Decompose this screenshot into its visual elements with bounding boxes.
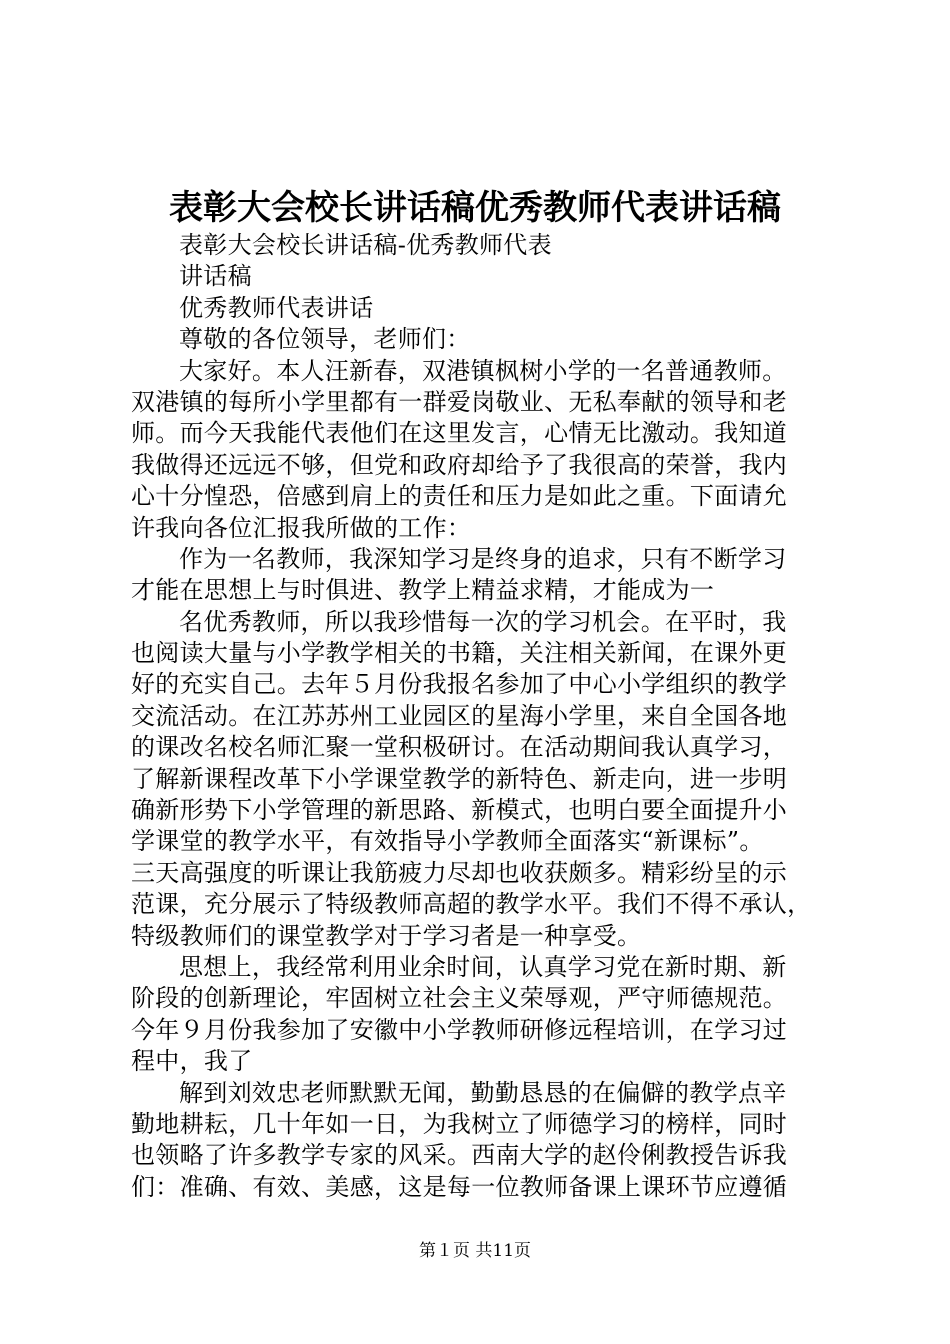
body-line: 交流活动。在江苏苏州工业园区的星海小学里，来自全国各地 xyxy=(131,701,788,730)
body-line: 们：准确、有效、美感，这是每一位教师备课上课环节应遵循 xyxy=(131,1172,788,1201)
body-line: 三天高强度的听课让我筋疲力尽却也收获颇多。精彩纷呈的示 xyxy=(131,858,788,887)
body-line: 名优秀教师，所以我珍惜每一次的学习机会。在平时，我 xyxy=(179,607,787,636)
body-line: 阶段的创新理论，牢固树立社会主义荣辱观，严守师德规范。 xyxy=(131,984,788,1013)
body-line: 我做得还远远不够，但党和政府却给予了我很高的荣誉，我内 xyxy=(131,450,788,479)
body-line: 心十分惶恐，倍感到肩上的责任和压力是如此之重。下面请允 xyxy=(131,482,788,511)
body-line: 才能在思想上与时俱进、教学上精益求精，才能成为一 xyxy=(131,576,715,605)
document-body xyxy=(131,230,831,1203)
body-line: 表彰大会校长讲话稿-优秀教师代表 xyxy=(179,231,552,259)
body-line: 讲话稿 xyxy=(179,262,252,291)
body-line: 师。而今天我能代表他们在这里发言，心情无比激动。我知道 xyxy=(131,419,788,448)
body-line: 尊敬的各位领导，老师们： xyxy=(179,325,471,354)
body-line: 作为一名教师，我深知学习是终身的追求，只有不断学习 xyxy=(179,544,787,573)
body-line: 解到刘效忠老师默默无闻，勤勤恳恳的在偏僻的教学点辛 xyxy=(179,1078,787,1107)
body-line: 思想上，我经常利用业余时间，认真学习党在新时期、新 xyxy=(179,952,787,981)
body-line: 大家好。本人汪新春，双港镇枫树小学的一名普通教师。 xyxy=(179,356,787,385)
body-line: 的课改名校名师汇聚一堂积极研讨。在活动期间我认真学习， xyxy=(131,733,788,762)
document-title: 表彰大会校长讲话稿优秀教师代表讲话稿 xyxy=(169,188,781,228)
body-line: 优秀教师代表讲话 xyxy=(179,293,374,322)
body-line: 程中，我了 xyxy=(131,1047,253,1076)
body-line: 也领略了许多教学专家的风采。西南大学的赵伶俐教授告诉我 xyxy=(131,1141,788,1170)
body-line: 了解新课程改革下小学课堂教学的新特色、新走向，进一步明 xyxy=(131,764,788,793)
body-line: 学课堂的教学水平，有效指导小学教师全面落实“新课标”。 xyxy=(131,827,764,856)
body-line: 许我向各位汇报我所做的工作： xyxy=(131,513,472,542)
body-line: 好的充实自己。去年５月份我报名参加了中心小学组织的教学 xyxy=(131,670,788,699)
page-number-footer: 第１页 共11页 xyxy=(418,1241,532,1261)
body-line: 特级教师们的课堂教学对于学习者是一种享受。 xyxy=(131,921,642,950)
body-line: 也阅读大量与小学教学相关的书籍，关注相关新闻，在课外更 xyxy=(131,639,788,668)
body-line: 确新形势下小学管理的新思路、新模式，也明白要全面提升小 xyxy=(131,796,788,825)
body-line: 勤地耕耘，几十年如一日，为我树立了师德学习的榜样，同时 xyxy=(131,1109,788,1138)
body-line: 范课，充分展示了特级教师高超的教学水平。我们不得不承认， xyxy=(131,890,812,919)
body-line: 今年９月份我参加了安徽中小学教师研修远程培训，在学习过 xyxy=(131,1015,788,1044)
body-line: 双港镇的每所小学里都有一群爱岗敬业、无私奉献的领导和老 xyxy=(131,387,788,416)
